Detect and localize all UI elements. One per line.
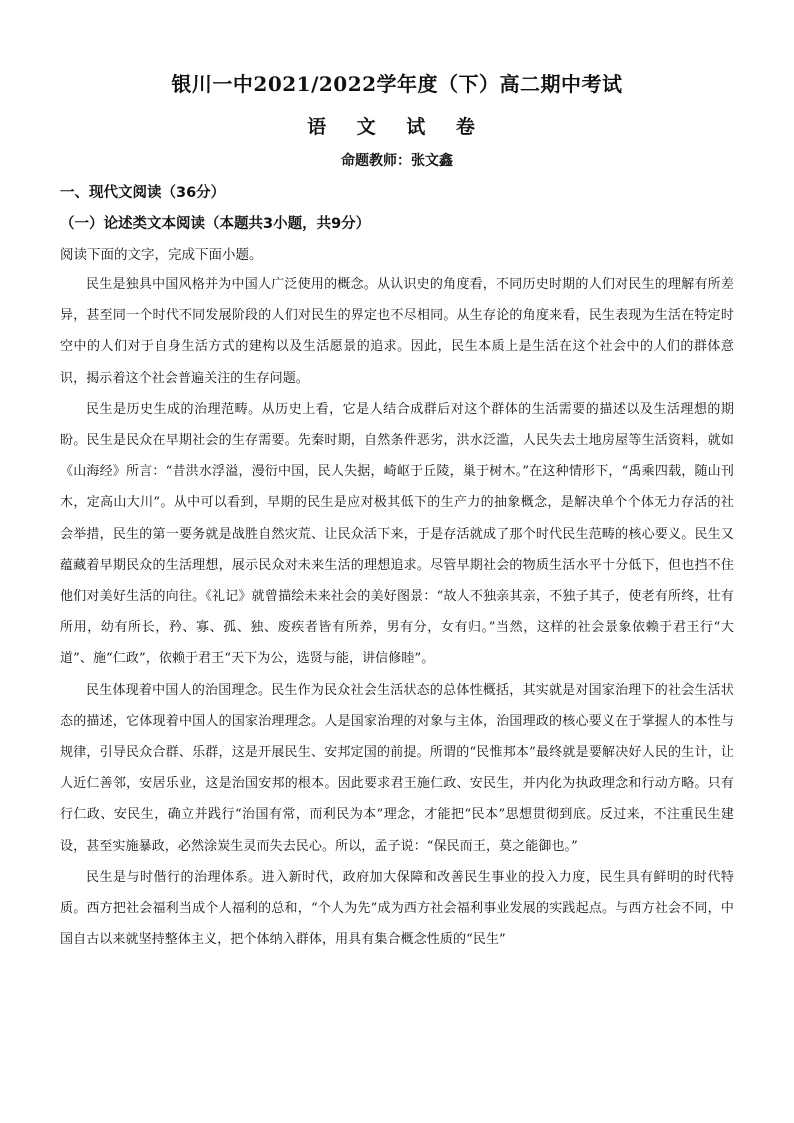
reading-instruction: 阅读下面的文字，完成下面小题。 <box>60 247 263 263</box>
passage-paragraph: 民生是独具中国风格并为中国人广泛使用的概念。从认识史的角度看，不同历史时期的人们对民生的理解有所差异，甚至同一个时代不同发展阶段的人们对民生的界定也不尽相同。从生存论的角度来看，民生表现为生活在特定时空中的人们对于自身生活方式的建构以及生活愿景的追求。因此，民生本质上是生活在这个社会中的人们的群体意识，揭示着这个社会普遍关注的生存问题。 <box>60 277 734 386</box>
exam-title: 银川一中2021/2022学年度（下）高二期中考试 <box>171 72 623 96</box>
exam-subtitle: 语 文 试 卷 <box>307 116 487 138</box>
section-heading: 一、现代文阅读（36分） <box>60 185 226 201</box>
sub-section-heading: （一）论述类文本阅读（本题共3小题，共9分） <box>60 216 371 232</box>
exam-teacher: 命题教师：张文鑫 <box>341 153 453 169</box>
passage-paragraph: 民生是与时偕行的治理体系。进入新时代，政府加大保障和改善民生事业的投入力度，民生具有鲜明的时代特质。西方把社会福利当成个人福利的总和，“个人为先”成为西方社会福利事业发展的实践起点。与西方社会不同，中国自古以来就坚持整体主义，把个体纳入群体，用具有集合概念性质的“民生” <box>60 869 734 948</box>
passage-paragraph: 民生是历史生成的治理范畴。从历史上看，它是人结合成群后对这个群体的生活需要的描述以及生活理想的期盼。民生是民众在早期社会的生存需要。先秦时期，自然条件恶劣，洪水泛滥，人民失去土地房屋等生活资料，就如《山海经》所言：“昔洪水浮溢，漫衍中国，民人失据，崎岖于丘陵，巢于树木。”在这种情形下，“禹乘四载，随山刊木，定高山大川”。从中可以看到，早期的民生是应对极其低下的生产力的抽象概念，是解决单个个体无力存活的社会举措，民生的第一要务就是战胜自然灾荒、让民众活下来，于是存活就成了那个时代民生范畴的核心要义。民生又蕴藏着早期民众的生活理想，展示民众对未来生活的理想追求。尽管早期社会的物质生活水平十分低下，但也挡不住他们对美好生活的向往。《礼记》就曾描绘未来社会的美好图景：“故人不独亲其亲，不独子其子，使老有所终，壮有所用，幼有所长，矜、寡、孤、独、废疾者皆有所养，男有分，女有归。”当然，这样的社会景象依赖于君王行“大道”、施“仁政”，依赖于君王“天下为公，选贤与能，讲信修睦”。 <box>60 401 734 667</box>
reading-passage <box>60 269 734 955</box>
passage-paragraph: 民生体现着中国人的治国理念。民生作为民众社会生活状态的总体性概括，其实就是对国家治理下的社会生活状态的描述，它体现着中国人的国家治理理念。人是国家治理的对象与主体，治国理政的核心要义在于掌握人的本性与规律，引导民众合群、乐群，这是开展民生、安邦定国的前提。所谓的“民惟邦本”最终就是要解决好人民的生计，让人近仁善邻，安居乐业，这是治国安邦的根本。因此要求君王施仁政、安民生，并内化为执政理念和行动方略。只有行仁政、安民生，确立并践行“治国有常，而利民为本”理念，才能把“民本”思想贯彻到底。反过来，不注重民生建设，甚至实施暴政，必然涂炭生灵而失去民心。所以，孟子说：“保民而王，莫之能御也。” <box>60 682 734 854</box>
